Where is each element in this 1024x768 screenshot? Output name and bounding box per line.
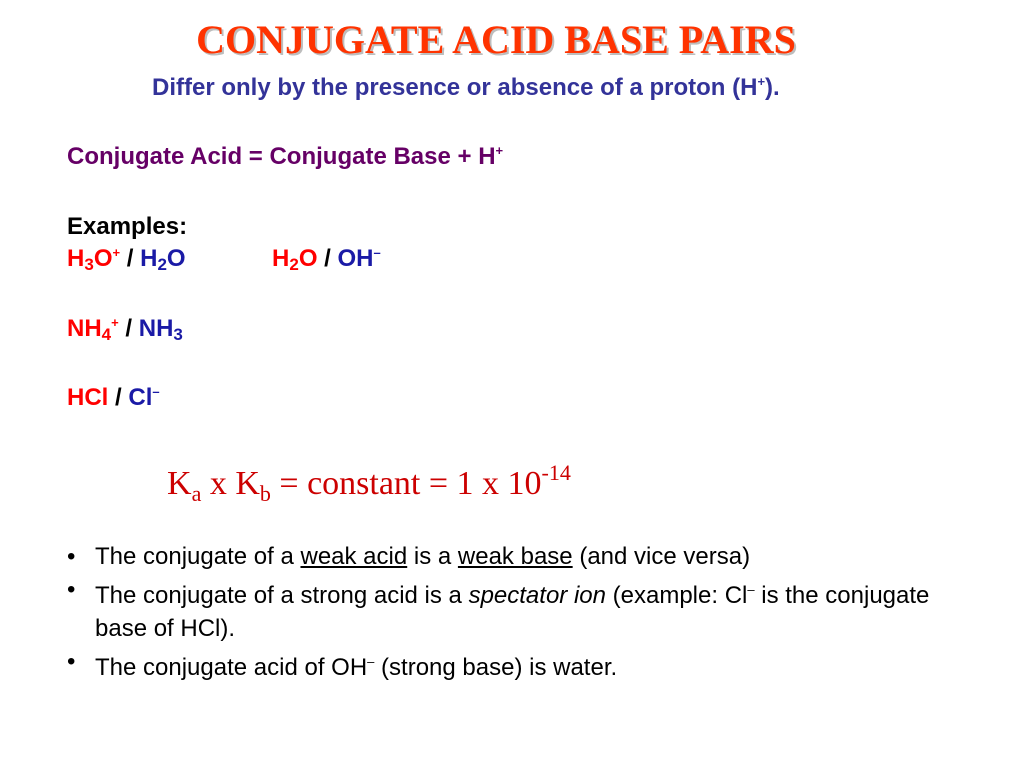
pair-base: $NH_3$ [138,315,183,344]
bullet-strong-acid: • The conjugate of a strong acid is a spectator ion (example: Cl– is the conjugate base of HCl). [67,576,930,642]
pair-acid: HCl [67,384,109,411]
subtitle-end: ). [765,74,780,101]
pair-base: $H_2O$ [140,245,186,274]
subtitle [152,74,780,102]
pair-ammonium-ammonia [67,315,183,345]
pair-hcl-chloride [67,384,160,412]
pair-acid: $H_2O$ [272,245,318,274]
subtitle-sup: + [757,74,766,89]
pair-water-hydroxide [272,245,381,275]
pair-separator: / [126,245,134,272]
pair-separator: / [125,315,133,342]
relation-sup: + [495,143,504,158]
bullet-hydroxide: • The conjugate acid of OH– (strong base) is water. [67,648,618,681]
bullet-list [67,540,987,684]
pair-separator: / [324,245,331,272]
pair-acid: $NH_4^+$ [67,315,119,344]
relation-text: Conjugate Acid = Conjugate Base + H [67,143,496,170]
pair-hydronium-water [67,245,186,275]
conjugate-relation [67,143,503,171]
examples-heading: Examples: [67,213,188,240]
ka-kb-equation: $K_a$ x $K_b$ = constant = 1 x $10^{-14}$ [167,460,571,506]
slide-title: CONJUGATE ACID BASE PAIRS [196,17,796,62]
pair-base: Cl– [128,384,160,411]
subtitle-text: Differ only by the presence or absence of a proton (H [152,74,758,101]
pair-separator: / [115,384,122,411]
pair-acid: $H_3O^+$ [67,245,121,274]
bullet-weak-acid: • The conjugate of a weak acid is a weak base (and vice versa) [67,543,751,570]
pair-base: OH– [337,245,381,272]
